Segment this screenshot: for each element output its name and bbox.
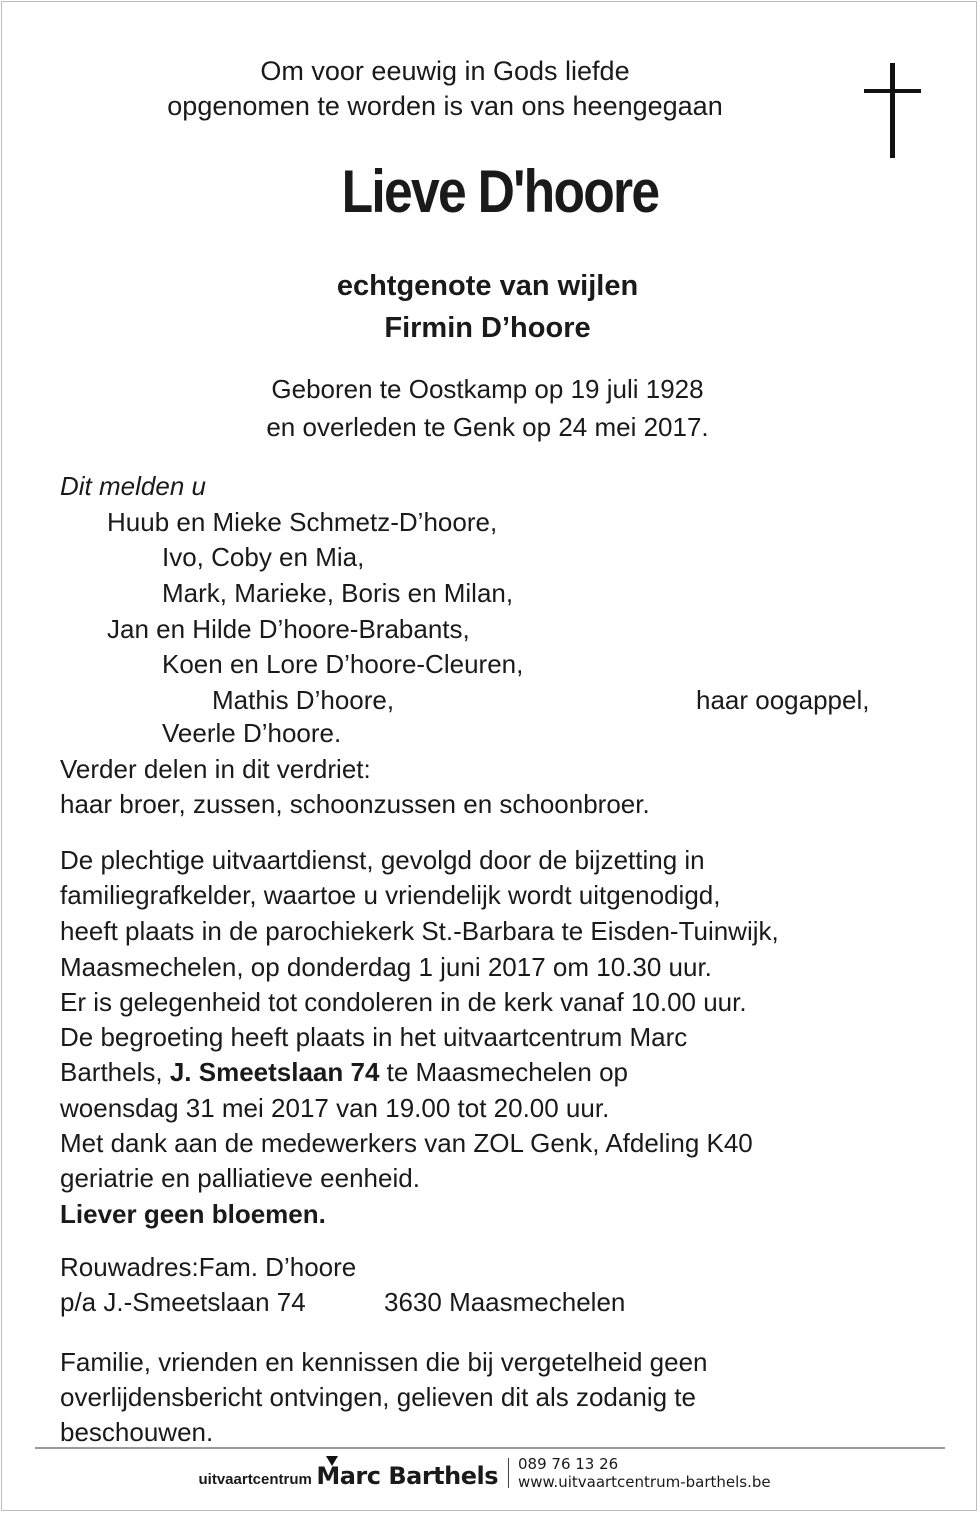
cross-icon — [890, 63, 895, 158]
service-line: heeft plaats in de parochiekerk St.-Barbara te Eisden-Tuinwijk, — [60, 916, 779, 946]
service-line: woensdag 31 mei 2017 van 19.00 tot 20.00 uur. — [60, 1093, 610, 1123]
service-line: Met dank aan de medewerkers van ZOL Genk, Afdeling K40 — [60, 1128, 753, 1158]
spouse-line-2: Firmin D’hoore — [384, 312, 591, 344]
footer-phone: 089 76 13 26 — [518, 1455, 619, 1473]
service-line: De plechtige uitvaartdienst, gevolgd door de bijzetting in — [60, 845, 705, 875]
service-line: De begroeting heeft plaats in het uitvaartcentrum Marc — [60, 1022, 688, 1052]
no-flowers: Liever geen bloemen. — [60, 1199, 326, 1229]
address-line-1: Rouwadres:Fam. D’hoore — [60, 1252, 357, 1282]
family-line: Veerle D’hoore. — [162, 718, 342, 748]
family-line: Ivo, Coby en Mia, — [162, 542, 365, 572]
service-line: Er is gelegenheid tot condoleren in de kerk vanaf 10.00 uur. — [60, 987, 747, 1017]
death-line: en overleden te Genk op 24 mei 2017. — [266, 412, 709, 442]
service-line-barthels — [60, 1055, 628, 1089]
logo-small-label: uitvaartcentrum — [198, 1471, 312, 1488]
family-line: Mark, Marieke, Boris en Milan, — [162, 578, 514, 608]
family-line: Mathis D’hoore, — [212, 685, 395, 715]
also-mourning-line-2: haar broer, zussen, schoonzussen en schoonbroer. — [60, 789, 650, 819]
deceased-name: Lieve D'hoore — [341, 158, 659, 225]
family-heading: Dit melden u — [60, 471, 206, 501]
barthels-address: J. Smeetslaan 74 — [169, 1057, 380, 1087]
closing-line: overlijdensbericht ontvingen, gelieven dit als zodanig te — [60, 1382, 696, 1412]
barthels-prefix: Barthels, — [60, 1057, 170, 1087]
footer-website[interactable]: www.uitvaartcentrum-barthels.be — [518, 1473, 771, 1491]
service-line: Maasmechelen, op donderdag 1 juni 2017 om 10.30 uur. — [60, 952, 712, 982]
birth-line: Geboren te Oostkamp op 19 juli 1928 — [271, 374, 704, 404]
spouse-line-1: echtgenote van wijlen — [336, 270, 639, 302]
funeral-home-logo — [199, 1462, 499, 1490]
mathis-note: haar oogappel, — [696, 685, 870, 715]
service-line: familiegrafkelder, waartoe u vriendelijk wordt uitgenodigd, — [60, 880, 721, 910]
intro-line-2: opgenomen te worden is van ons heengegaan — [167, 91, 723, 121]
footer-separator — [508, 1458, 509, 1488]
family-line: Jan en Hilde D’hoore-Brabants, — [107, 614, 470, 644]
closing-line: beschouwen. — [60, 1417, 214, 1447]
address-street: p/a J.-Smeetslaan 74 — [60, 1287, 306, 1317]
logo-brand-name: Marc Barthels — [316, 1462, 498, 1490]
footer-divider — [35, 1447, 945, 1449]
family-line: Koen en Lore D’hoore-Cleuren, — [162, 649, 524, 679]
closing-line: Familie, vrienden en kennissen die bij vergetelheid geen — [60, 1347, 708, 1377]
also-mourning-line-1: Verder delen in dit verdriet: — [60, 754, 371, 784]
service-line: geriatrie en palliatieve eenheid. — [60, 1163, 420, 1193]
family-line: Huub en Mieke Schmetz-D’hoore, — [107, 507, 498, 537]
address-city: 3630 Maasmechelen — [384, 1287, 626, 1317]
intro-line-1: Om voor eeuwig in Gods liefde — [260, 56, 630, 86]
barthels-suffix: te Maasmechelen op — [379, 1057, 628, 1087]
